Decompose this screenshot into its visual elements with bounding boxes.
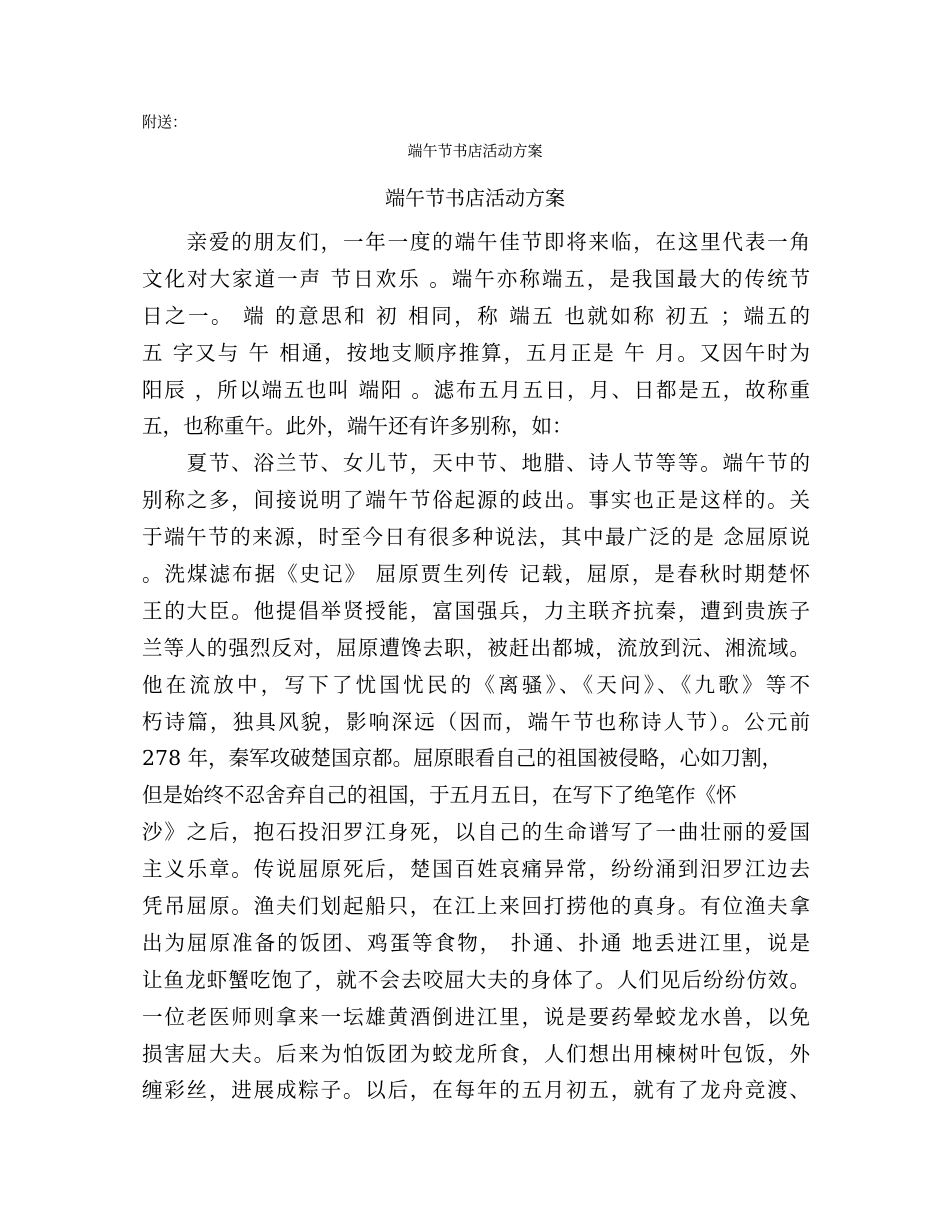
- text-line: 别称之多，间接说明了端午节俗起源的歧出。事实也正是这样的。关: [142, 488, 810, 513]
- text-line: 日之一。 端 的意思和 初 相同，称 端五 也就如称 初五 ；端五的: [142, 303, 810, 328]
- text-line: 文化对大家道一声 节日欢乐 。端午亦称端五，是我国最大的传统节: [142, 266, 810, 291]
- text-line: 凭吊屈原。渔夫们划起船只，在江上来回打捞他的真身。有位渔夫拿: [142, 894, 810, 919]
- text-line: 一位老医师则拿来一坛雄黄酒倒进江里，说是要药晕蛟龙水兽，以免: [142, 1004, 810, 1029]
- text-line: 兰等人的强烈反对，屈原遭馋去职，被赶出都城，流放到沅、湘流域。: [142, 635, 810, 660]
- text-line: 他在流放中，写下了忧国忧民的《离骚》、《天问》、《九歌》等不: [142, 672, 810, 697]
- text-line: 损害屈大夫。后来为怕饭团为蛟龙所食，人们想出用楝树叶包饭，外: [142, 1041, 810, 1066]
- text-line: 夏节、浴兰节、女儿节，天中节、地腊、诗人节等等。端午节的: [142, 451, 810, 476]
- text-line: 278 年，秦军攻破楚国京都。屈原眼看自己的祖国被侵略，心如刀割，: [142, 746, 783, 771]
- text-line: 让鱼龙虾蟹吃饱了，就不会去咬屈大夫的身体了。人们见后纷纷仿效。: [142, 967, 810, 992]
- text-line: 阳辰 ，所以端五也叫 端阳 。滤布五月五日，月、日都是五，故称重: [142, 377, 810, 402]
- body-text: [142, 224, 810, 1109]
- text-line: 。洗煤滤布据《史记》 屈原贾生列传 记载，屈原，是春秋时期楚怀: [142, 562, 810, 587]
- text-line: 于端午节的来源，时至今日有很多种说法，其中最广泛的是 念屈原说: [142, 525, 810, 550]
- page-title: 端午节书店活动方案: [385, 186, 565, 210]
- attachment-prefix: 附送：: [142, 113, 188, 131]
- text-line: 但是始终不忍舍弃自己的祖国，于五月五日，在写下了绝笔作《怀: [142, 783, 737, 808]
- text-line: 王的大臣。他提倡举贤授能，富国强兵，力主联齐抗秦，遭到贵族子: [142, 598, 810, 623]
- text-line: 亲爱的朋友们，一年一度的端午佳节即将来临，在这里代表一角: [142, 230, 810, 254]
- text-line: 主义乐章。传说屈原死后，楚国百姓哀痛异常，纷纷涌到汨罗江边去: [142, 857, 810, 882]
- text-line: 缠彩丝，进展成粽子。以后，在每年的五月初五，就有了龙舟竞渡、: [142, 1078, 810, 1103]
- document-header-title: 端午节书店活动方案: [407, 142, 543, 160]
- text-line: 朽诗篇，独具风貌，影响深远（因而，端午节也称诗人节）。公元前: [142, 709, 810, 734]
- text-line: 沙》之后，抱石投汨罗江身死，以自己的生命谱写了一曲壮丽的爱国: [142, 820, 810, 845]
- text-line: 五，也称重午。此外，端午还有许多别称，如：: [142, 414, 573, 439]
- text-line: 出为屈原准备的饭团、鸡蛋等食物， 扑通、扑通 地丢进江里，说是: [142, 930, 810, 955]
- text-line: 五 字又与 午 相通，按地支顺序推算，五月正是 午 月。又因午时为: [142, 340, 810, 365]
